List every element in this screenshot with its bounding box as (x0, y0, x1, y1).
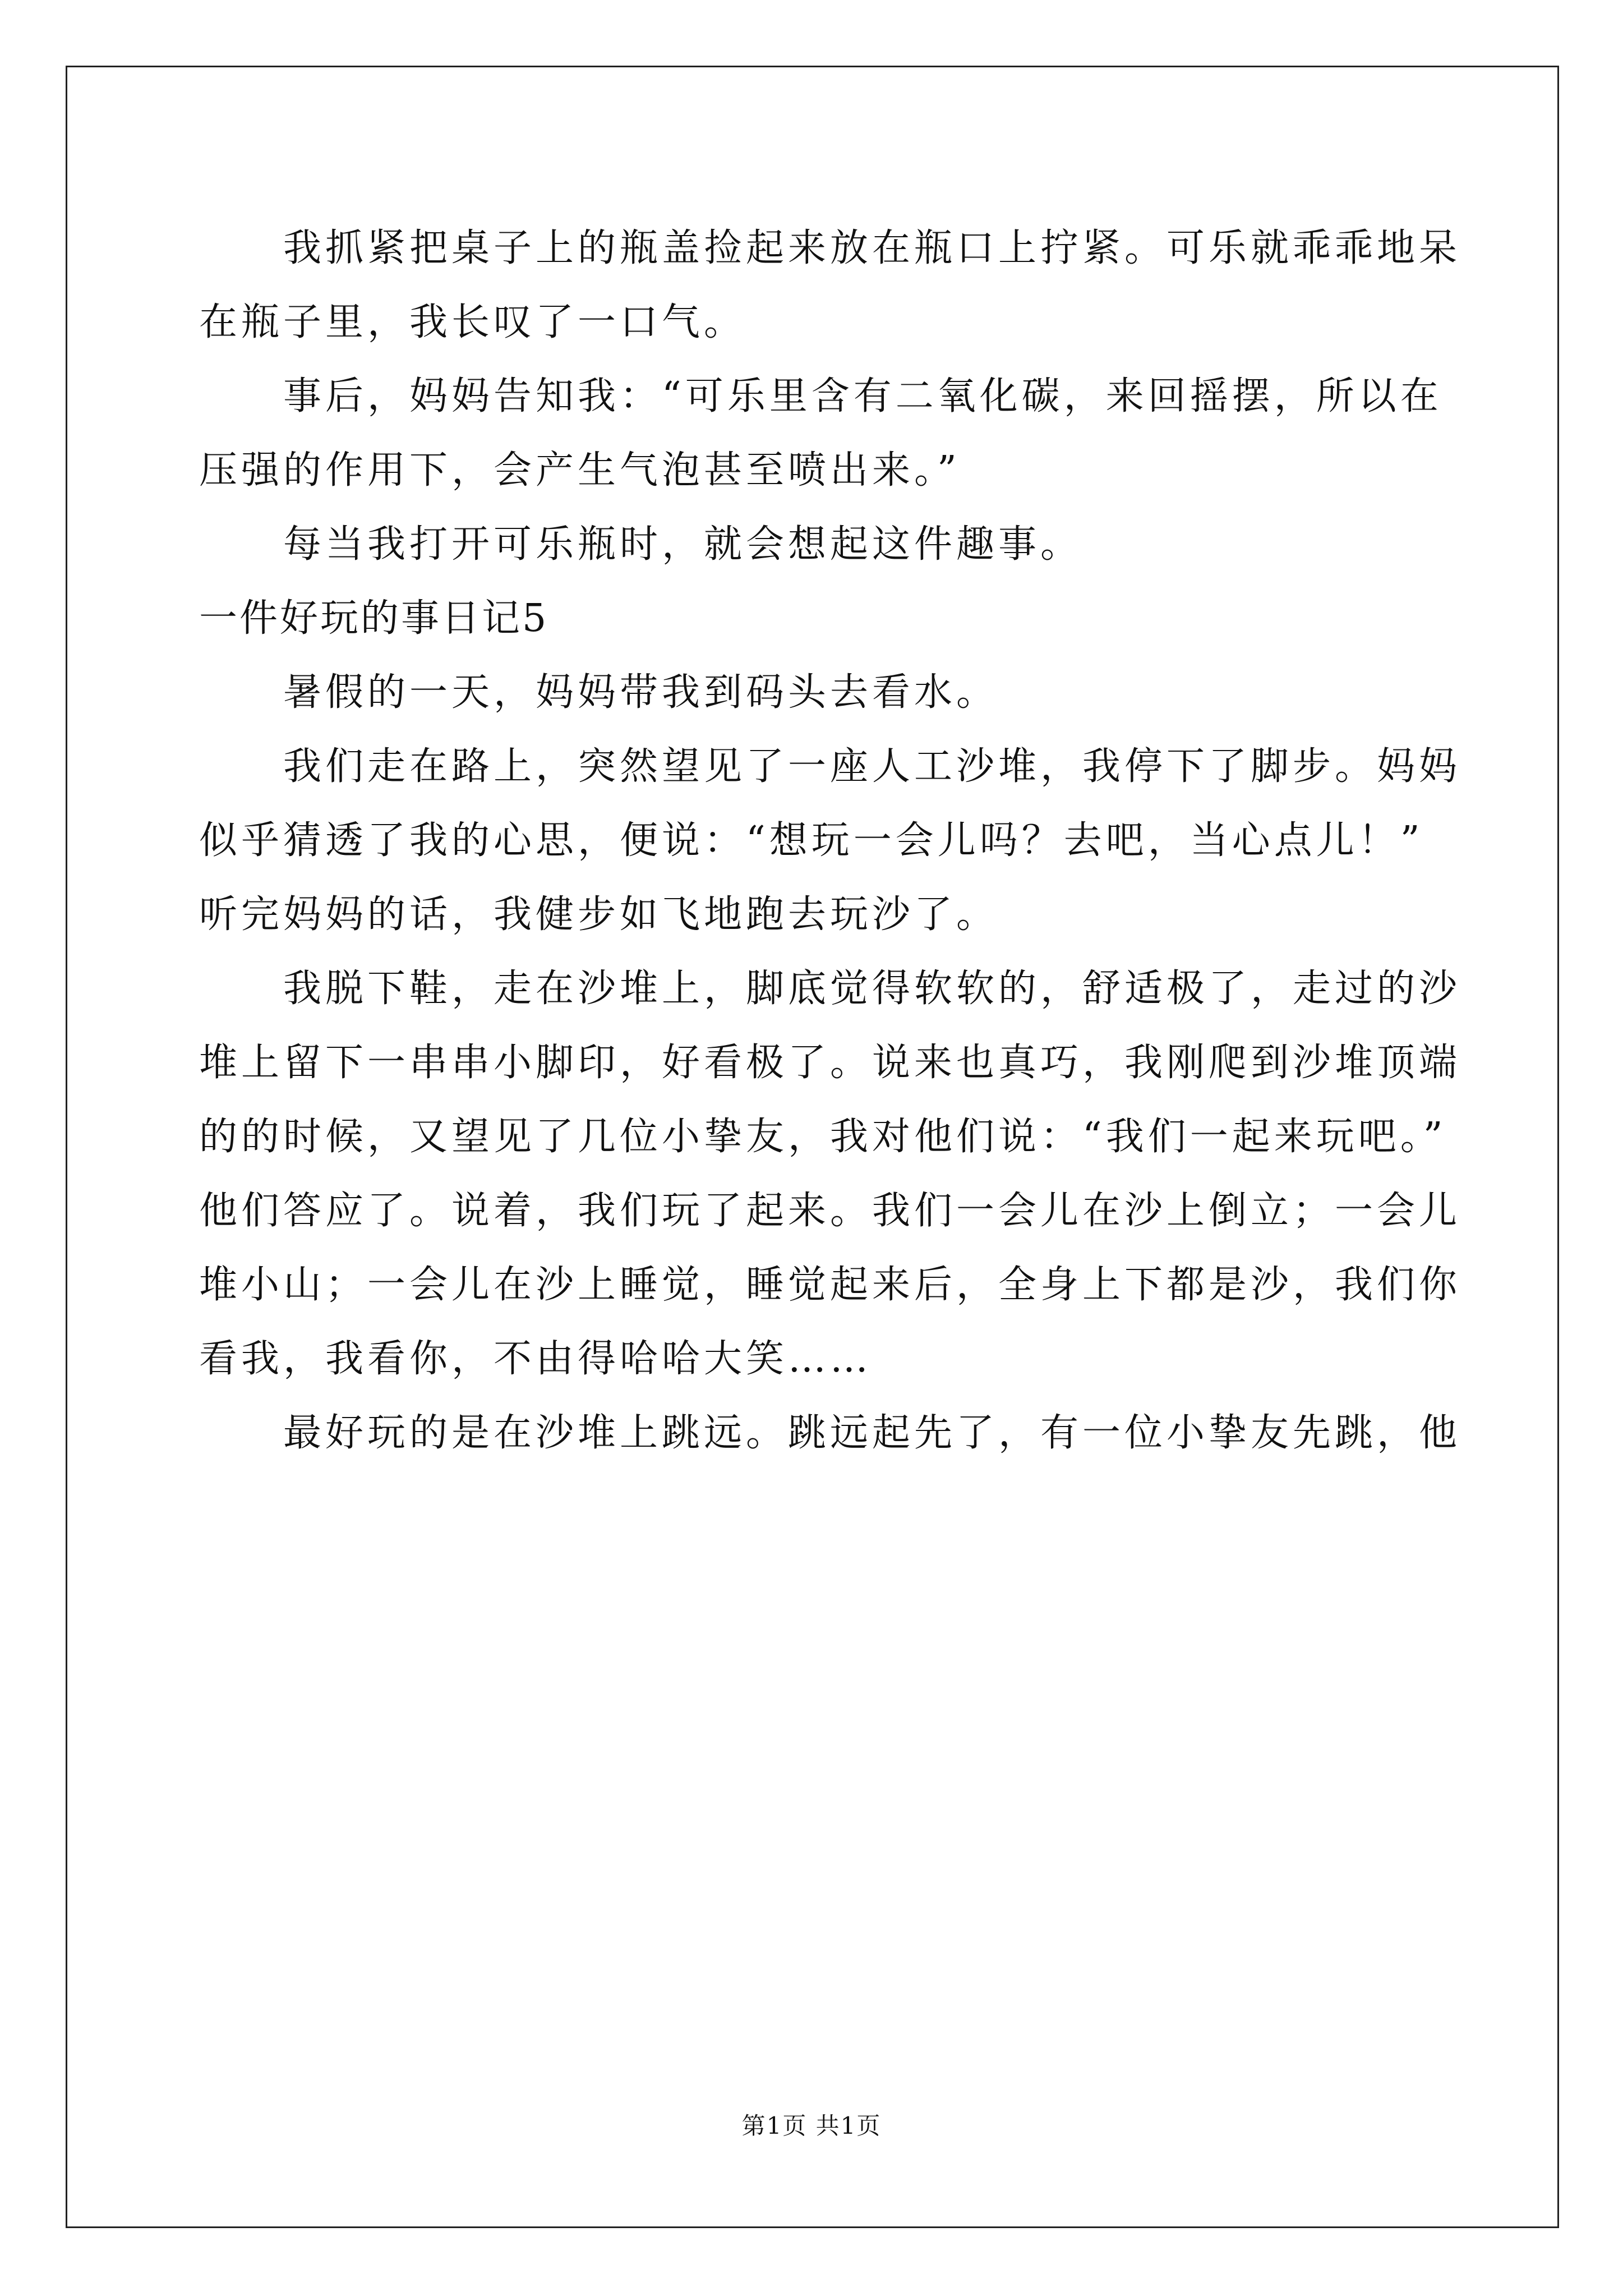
paragraph-line: 听完妈妈的话，我健步如飞地跑去玩沙了。 (199, 892, 999, 937)
paragraph-line: 似乎猜透了我的心思，便说：“想玩一会儿吗？去吧，当心点儿！” (199, 818, 1424, 863)
paragraph-line: 暑假的一天，妈妈带我到码头去看水。 (283, 670, 999, 715)
paragraph-line: 我们走在路上，突然望见了一座人工沙堆，我停下了脚步。妈妈 (283, 744, 1461, 789)
paragraph-line: 堆上留下一串串小脚印，好看极了。说来也真巧，我刚爬到沙堆顶端 (199, 1041, 1461, 1085)
section-heading: 一件好玩的事日记5 (199, 596, 549, 641)
paragraph-line: 我抓紧把桌子上的瓶盖捡起来放在瓶口上拧紧。可乐就乖乖地呆 (283, 226, 1461, 270)
paragraph-line: 的的时候，又望见了几位小挚友，我对他们说：“我们一起来玩吧。” (199, 1115, 1447, 1159)
page-footer: 第1页 共1页 (741, 2112, 882, 2139)
paragraph-line: 每当我打开可乐瓶时，就会想起这件趣事。 (283, 522, 1083, 567)
paragraph-line: 在瓶子里，我长叹了一口气。 (199, 300, 746, 344)
paragraph-line: 他们答应了。说着，我们玩了起来。我们一会儿在沙上倒立；一会儿 (199, 1189, 1461, 1233)
paragraph-line: 我脱下鞋，走在沙堆上，脚底觉得软软的，舒适极了，走过的沙 (283, 967, 1461, 1011)
paragraph-line: 堆小山；一会儿在沙上睡觉，睡觉起来后，全身上下都是沙，我们你 (199, 1263, 1461, 1307)
paragraph-line: 压强的作用下，会产生气泡甚至喷出来。” (199, 448, 961, 493)
paragraph-line: 事后，妈妈告知我：“可乐里含有二氧化碳，来回摇摆，所以在 (283, 374, 1442, 418)
paragraph-line: 最好玩的是在沙堆上跳远。跳远起先了，有一位小挚友先跳，他 (283, 1411, 1461, 1455)
paragraph-line: 看我，我看你，不由得哈哈大笑…… (199, 1337, 873, 1381)
